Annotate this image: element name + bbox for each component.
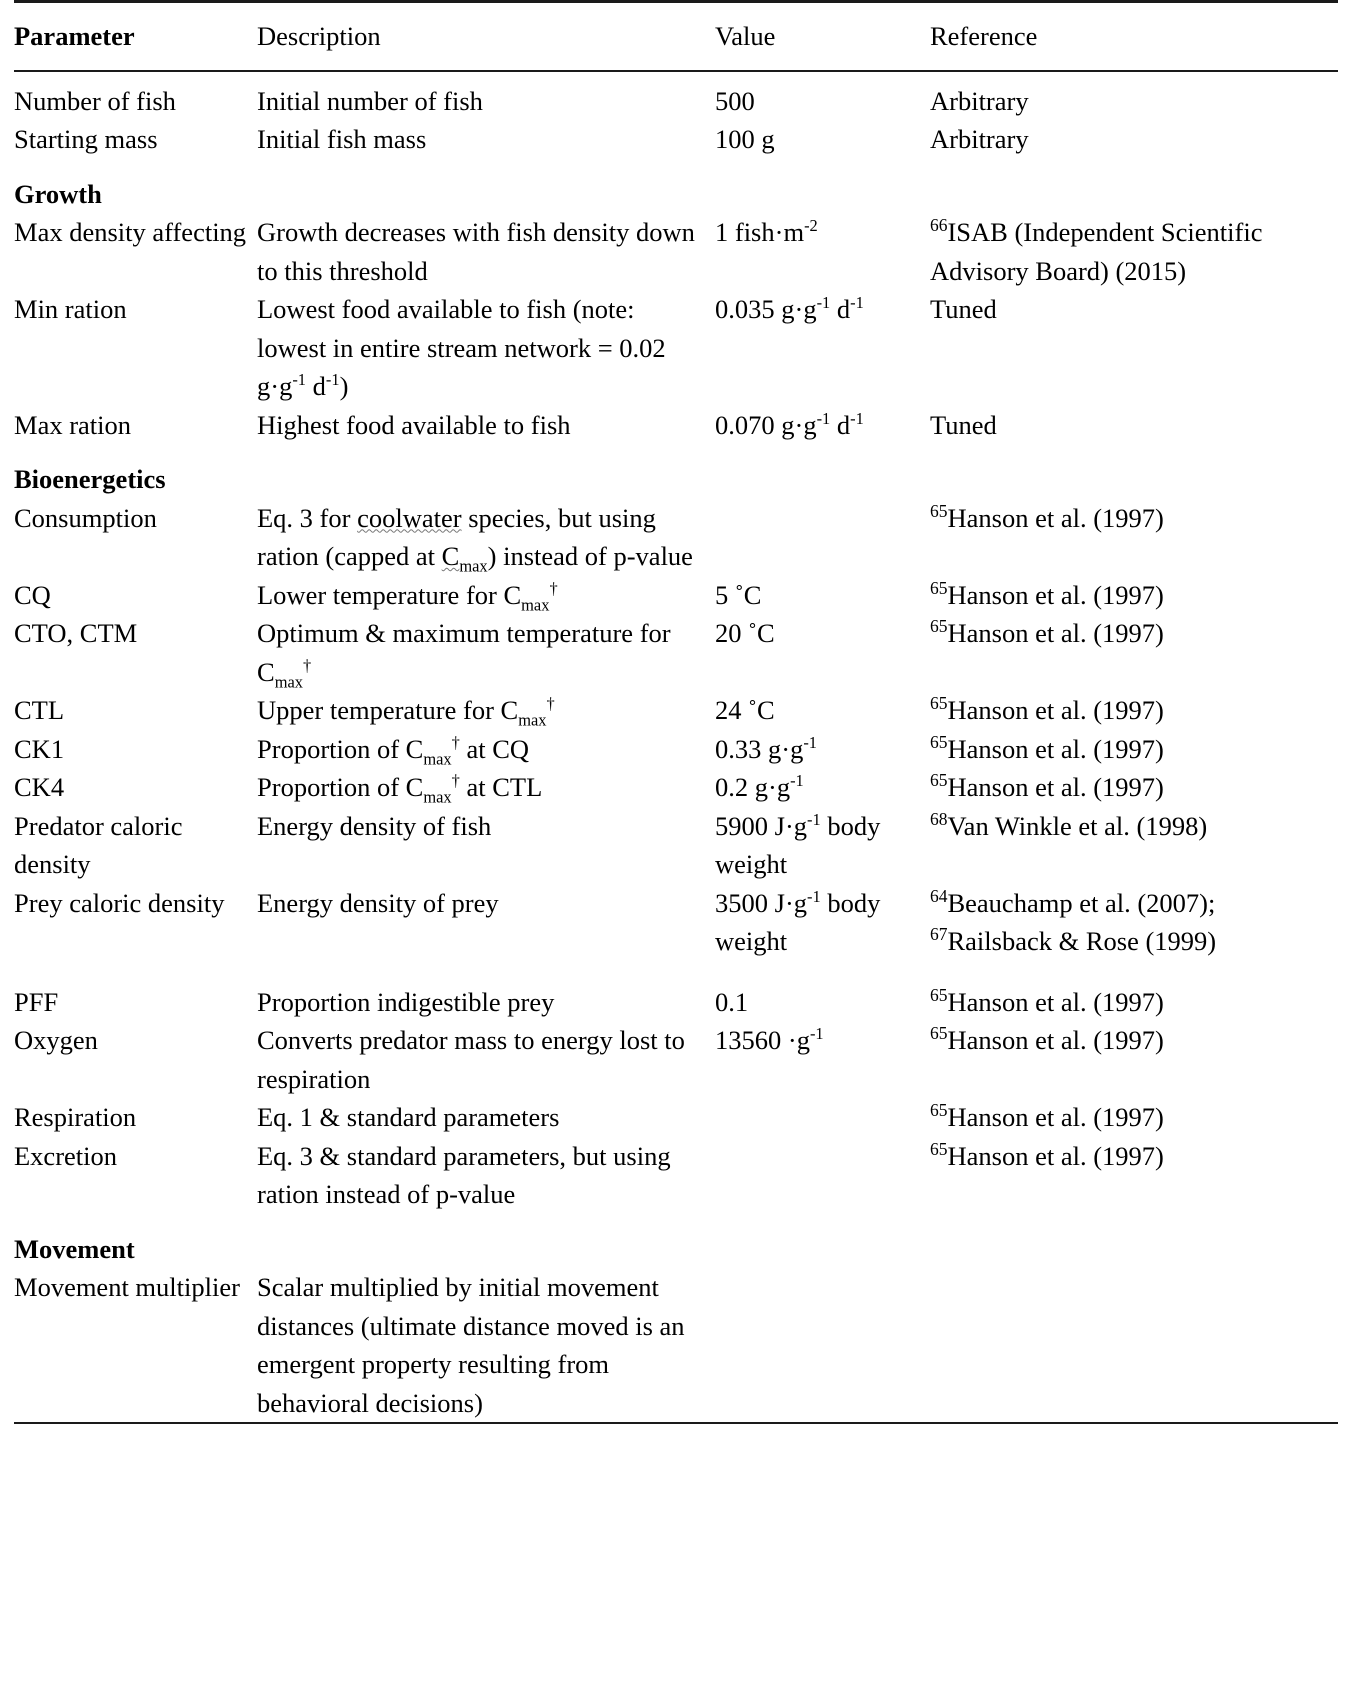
cell-parameter: CK4 (14, 772, 65, 802)
cell-description: Initial number of fish (257, 85, 483, 116)
table-row (14, 71, 1338, 121)
cell-reference: Arbitrary (930, 85, 1029, 116)
table-section-row (14, 159, 1338, 214)
table-row (14, 691, 1338, 730)
cell-value: 5 ˚C (715, 579, 762, 610)
table-row (14, 406, 1338, 445)
cell-reference: $^{68}$Van Winkle et al. (1998) (930, 808, 1208, 841)
table-row (14, 290, 1338, 406)
cell-parameter: Predator caloric density (14, 810, 183, 879)
cell-description: Initial fish mass (257, 124, 427, 154)
cell-parameter: CTL (14, 695, 65, 725)
cell-value: $13560 \cdot g^{-1}$ (715, 1024, 824, 1055)
cell-value: 3500 $J\cdot g^{-1}$ body weight (715, 886, 881, 956)
cell-reference: $^{65}$Hanson et al. (1997) (930, 1023, 1164, 1055)
cell-parameter: Respiration (14, 1102, 137, 1132)
column-header-reference: Reference (930, 21, 1038, 51)
cell-description: Highest food available to fish (257, 409, 571, 440)
cell-value: 1 $fish\cdot m^{-2}$ (715, 216, 818, 247)
cell-description: Scalar multiplied by initial movement distances (ultimate distance moved is an emergent property resulting from behavioral decisions) (257, 1272, 685, 1418)
cell-description: Eq. 3 & standard parameters, but using ration instead of p-value (257, 1140, 671, 1209)
cell-description: Optimum & maximum temperature for $C_{max}^\dagger$ (257, 618, 671, 691)
table-row (14, 213, 1338, 290)
cell-value (715, 1098, 930, 1137)
cell-description: Proportion of $C_{max}^\dagger$ at CTL (257, 771, 543, 807)
cell-value: 0.2 $g\cdot g^{-1}$ (715, 771, 804, 802)
table-row (14, 1098, 1338, 1137)
cell-reference (930, 1268, 1338, 1423)
cell-reference: $^{65}$Hanson et al. (1997) (930, 577, 1164, 610)
cell-reference: $^{65}$Hanson et al. (1997) (930, 500, 1164, 533)
bottom-rule-cell (14, 1423, 1338, 1428)
table-row (14, 120, 1338, 159)
cell-value (715, 1137, 930, 1214)
cell-parameter: Starting mass (14, 124, 158, 154)
cell-parameter: PFF (14, 986, 59, 1017)
cell-reference: $^{65}$Hanson et al. (1997) (930, 731, 1164, 764)
cell-reference: $^{65}$Hanson et al. (1997) (930, 1100, 1164, 1132)
table-row (14, 576, 1338, 615)
cell-description: Growth decreases with fish density down to this threshold (257, 217, 695, 286)
cell-value: 100 g (715, 124, 775, 154)
table-row (14, 499, 1338, 576)
table-row (14, 1137, 1338, 1214)
cell-value (715, 499, 930, 576)
table-spacer-row (14, 961, 1338, 983)
table-bottom-rule (14, 1423, 1338, 1428)
table-body (14, 71, 1338, 1429)
cell-value: 0.33 $g\cdot g^{-1}$ (715, 732, 818, 764)
cell-parameter: Min ration (14, 294, 127, 324)
cell-reference: $^{65}$Hanson et al. (1997) (930, 770, 1164, 802)
section-heading: Movement (14, 1233, 135, 1264)
cell-value: 24 ˚C (715, 695, 775, 725)
cell-parameter: Max density affecting (14, 217, 247, 247)
table-section-row (14, 1214, 1338, 1269)
table-row (14, 730, 1338, 769)
cell-reference: Tuned (930, 294, 997, 324)
column-header-parameter: Parameter (14, 21, 135, 51)
cell-description: Eq. 3 for coolwater species, but using ration (capped at $C_{max}$) instead of p-value (257, 502, 693, 576)
table-header (14, 2, 1338, 71)
parameter-table (14, 0, 1338, 1428)
table-header-row (14, 2, 1338, 71)
cell-parameter: CQ (14, 579, 51, 610)
cell-value: 0.035 $g\cdot g^{-1}$ $d^{-1}$ (715, 293, 864, 324)
cell-parameter: Number of fish (14, 85, 176, 116)
cell-value: 0.070 $g\cdot g^{-1}$ $d^{-1}$ (715, 408, 864, 440)
cell-description: Proportion of $C_{max}^\dagger$ at CQ (257, 732, 530, 768)
cell-value: 5900 $J\cdot g^{-1}$ body weight (715, 809, 881, 879)
cell-reference: $^{65}$Hanson et al. (1997) (930, 984, 1164, 1017)
spacer-cell (14, 961, 1338, 983)
table-row (14, 983, 1338, 1022)
cell-reference: Tuned (930, 409, 997, 440)
cell-value: 500 (715, 85, 755, 116)
cell-reference: $^{65}$Hanson et al. (1997) (930, 1138, 1164, 1171)
cell-value (715, 1268, 930, 1423)
cell-value: 20 ˚C (715, 618, 775, 648)
cell-parameter: CK1 (14, 733, 65, 764)
table-row (14, 807, 1338, 884)
section-heading: Bioenergetics (14, 464, 166, 494)
cell-description: Lowest food available to fish (note: lowest in entire stream network = 0.02 $g\cdot g^{-1}$ $d^{-1}$) (257, 294, 666, 401)
cell-parameter: Prey caloric density (14, 887, 225, 918)
cell-description: Eq. 1 & standard parameters (257, 1102, 560, 1132)
cell-parameter: Max ration (14, 409, 132, 440)
table-row (14, 884, 1338, 961)
cell-parameter: Oxygen (14, 1025, 98, 1055)
table-row (14, 1268, 1338, 1423)
cell-parameter: CTO, CTM (14, 618, 138, 648)
table-section-row (14, 444, 1338, 499)
cell-description: Converts predator mass to energy lost to respiration (257, 1025, 685, 1094)
column-header-value: Value (715, 21, 776, 51)
table-row (14, 1021, 1338, 1098)
cell-description: Proportion indigestible prey (257, 986, 555, 1017)
cell-description: Energy density of fish (257, 810, 492, 841)
cell-reference: $^{64}$Beauchamp et al. (2007); $^{67}$Railsback & Rose (1999) (930, 885, 1217, 956)
cell-reference: $^{65}$Hanson et al. (1997) (930, 693, 1164, 725)
table-row (14, 768, 1338, 807)
section-heading: Growth (14, 178, 102, 209)
table-row (14, 614, 1338, 691)
cell-parameter: Excretion (14, 1140, 118, 1171)
column-header-description: Description (257, 21, 381, 51)
cell-reference: Arbitrary (930, 124, 1029, 154)
cell-description: Upper temperature for $C_{max}^\dagger$ (257, 694, 555, 730)
cell-parameter: Consumption (14, 502, 157, 533)
cell-description: Energy density of prey (257, 887, 499, 918)
cell-reference: $^{66}$ISAB (Independent Scientific Advisory Board) (2015) (930, 215, 1263, 286)
cell-value: 0.1 (715, 986, 749, 1017)
cell-reference: $^{65}$Hanson et al. (1997) (930, 616, 1164, 648)
cell-description: Lower temperature for $C_{max}^\dagger$ (257, 578, 558, 614)
cell-parameter: Movement multiplier (14, 1272, 240, 1302)
